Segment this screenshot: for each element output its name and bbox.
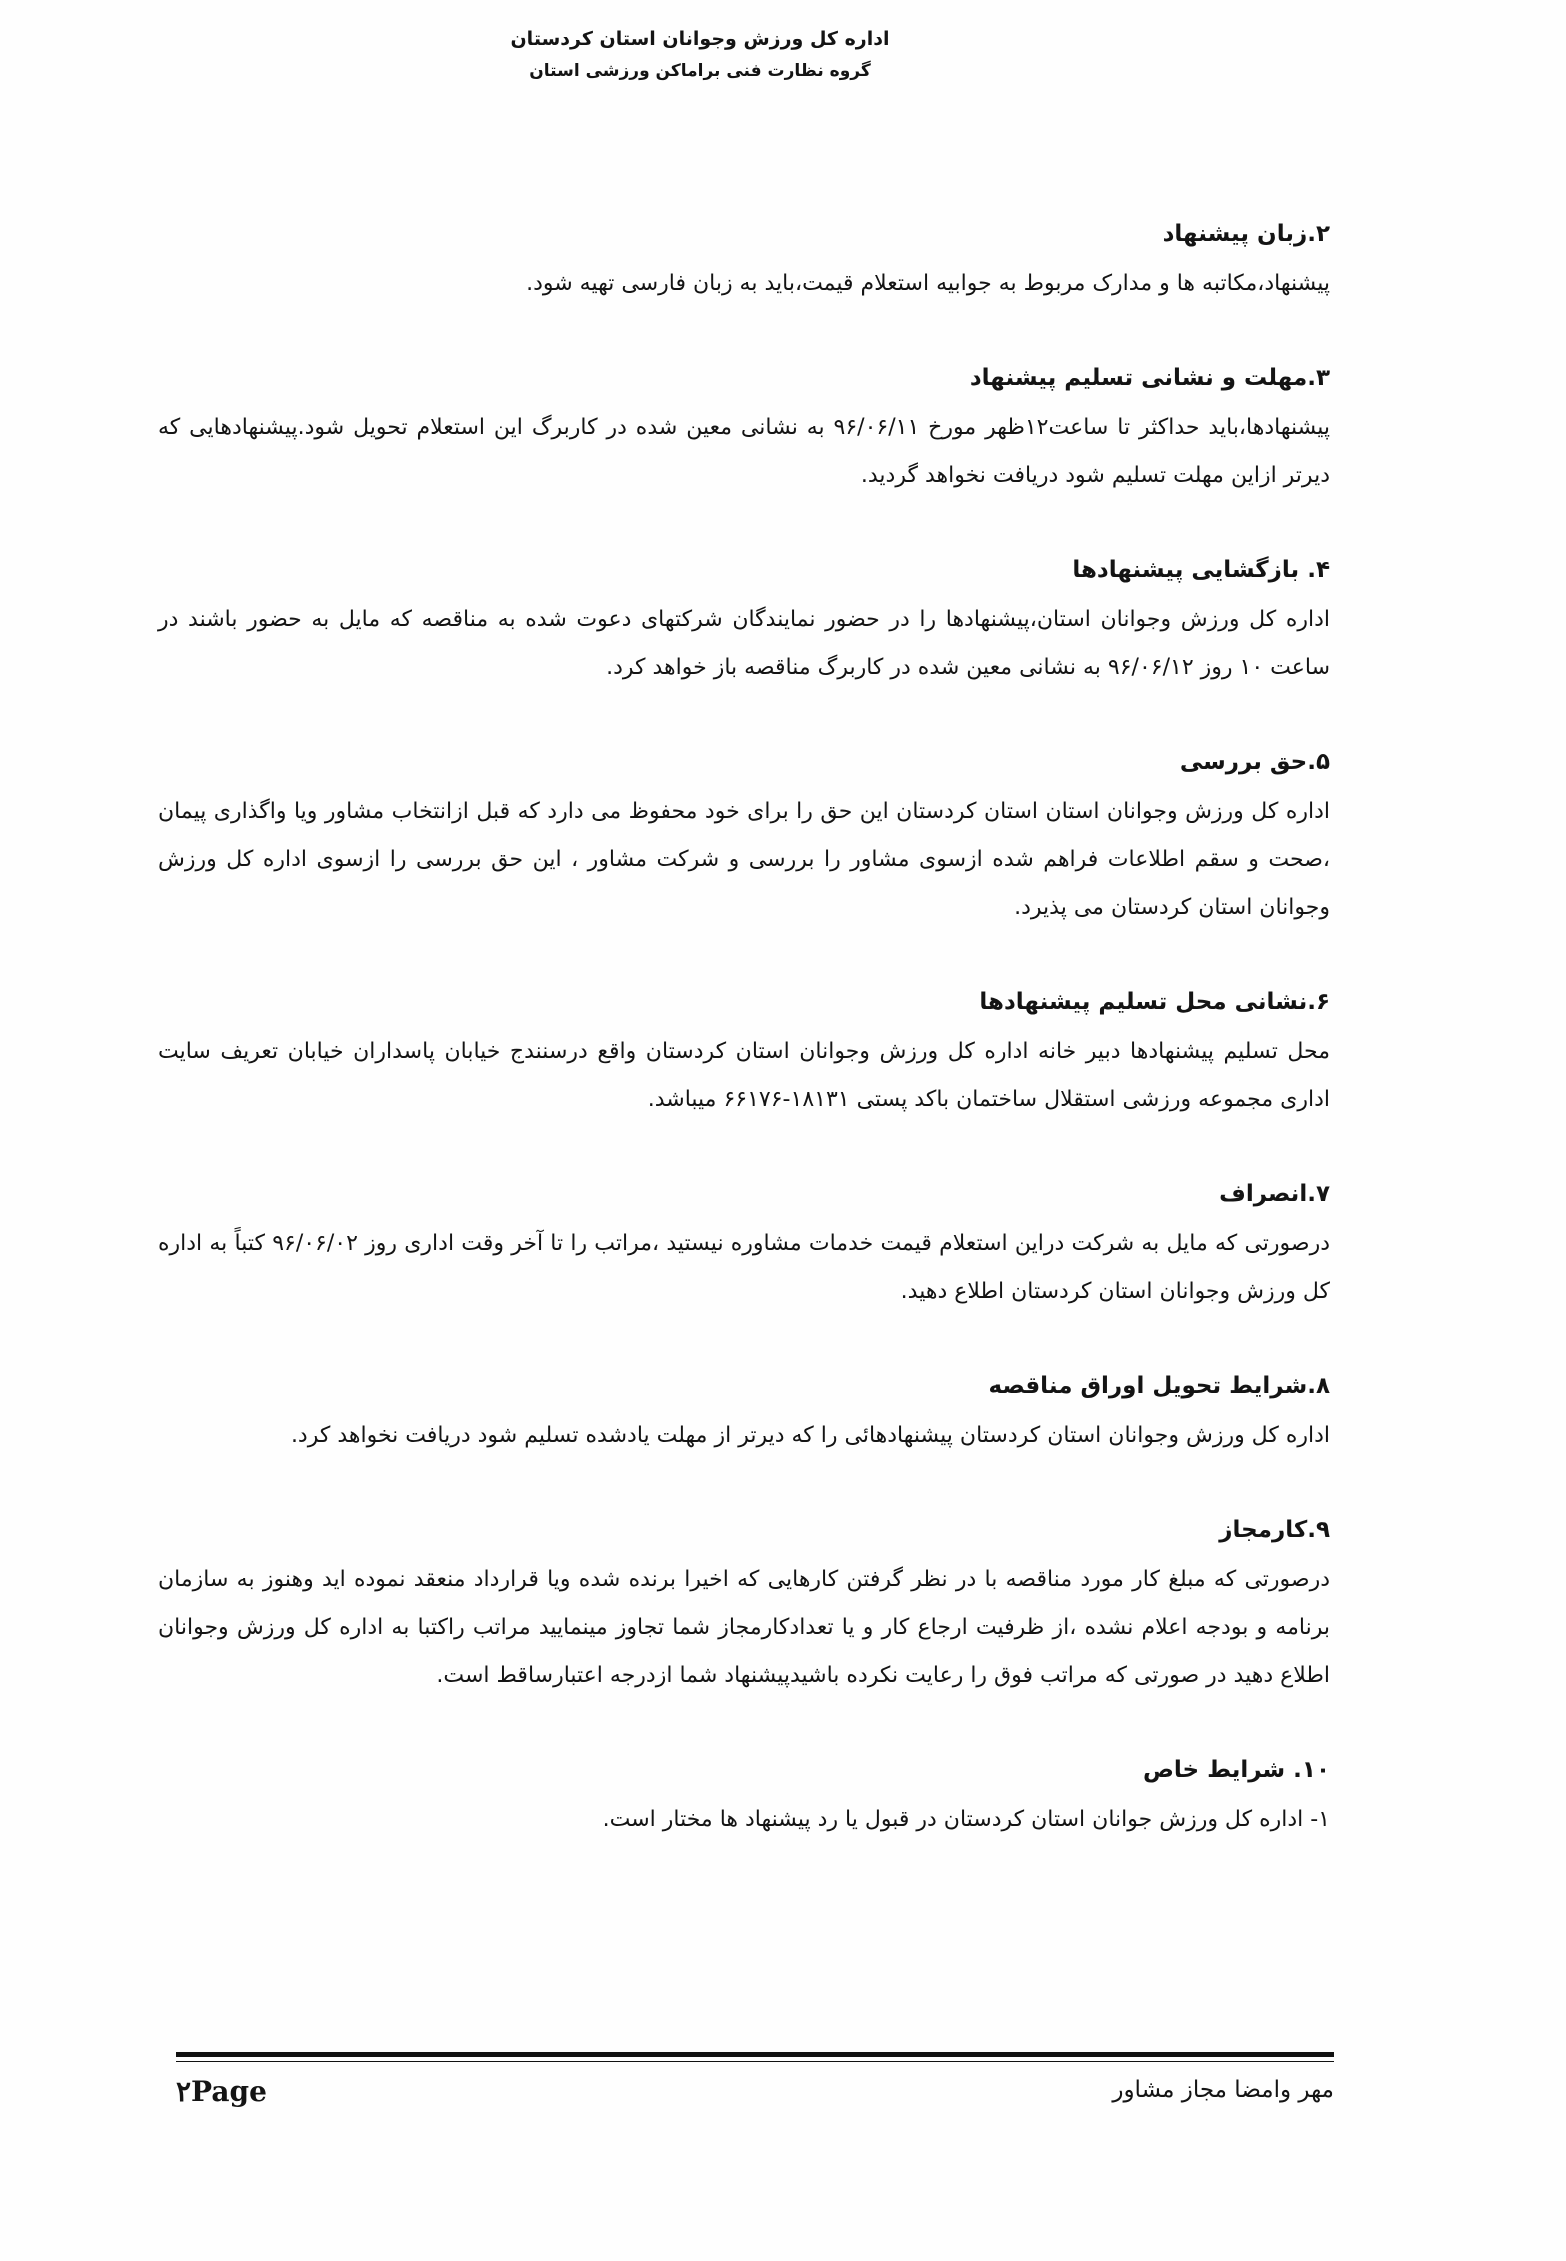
section-text: درصورتی که مبلغ کار مورد مناقصه با در نظر گرفتن کارهایی که اخیرا برنده شده ویا قرارداد منعقد نموده اید وهنوز به سازمان برنامه و بودجه اعلام نشده ،از ظرفیت ارجاع کار و یا تعدادکارمجاز شما تجاوز مینمایید مراتب راکتبا به اداره کل ورزش وجوانان اطلاع دهید در صورتی که مراتب فوق را رعایت نکرده باشیدپیشنهاد شما ازدرجه اعتبارساقط است. [158, 1567, 1330, 1688]
section-title: ۵.حق بررسی [1179, 749, 1330, 775]
signature-label: مهر وامضا مجاز مشاور [1112, 2077, 1334, 2103]
section-opening [158, 548, 1330, 692]
section-text: محل تسلیم پیشنهادها دبیر خانه اداره کل ورزش وجوانان استان کردستان واقع درسنندج خیابان پاسداران خیابان تعریف سایت اداری مجموعه ورزشی استقلال ساختمان باکد پستی ۱۸۱۳۱-۶۶۱۷۶ میباشد. [158, 1039, 1330, 1112]
letterhead-group: گروه نظارت فنی براماکن ورزشی استان [529, 61, 871, 81]
letterhead [460, 22, 940, 86]
section-text: اداره کل ورزش وجوانان استان،پیشنهادها را در حضور نمایندگان شرکتهای دعوت شده به مناقصه که مایل به حضور باشند در ساعت ۱۰ روز ۹۶/۰۶/۱۲ به نشانی معین شده در کاربرگ مناقصه باز خواهد کرد. [158, 607, 1330, 680]
footer-divider-thin [176, 2061, 1334, 2062]
section-title: ۴. بازگشایی پیشنهادها [1072, 557, 1330, 583]
section-text: اداره کل ورزش وجوانان استان استان کردستان این حق را برای خود محفوظ می دارد که قبل ازانتخاب مشاور ویا واگذاری پیمان ،صحت و سقم اطلاعات فراهم شده ازسوی مشاور را بررسی و شرکت مشاور ، این حق بررسی را ازسوی اداره کل ورزش وجوانان استان کردستان می پذیرد. [158, 799, 1330, 920]
section-title: ۳.مهلت و نشانی تسلیم پیشنهاد [969, 365, 1330, 391]
section-title: ۱۰. شرایط خاص [1142, 1757, 1330, 1783]
section-text: پیشنهادها،باید حداکثر تا ساعت۱۲ظهر مورخ ۹۶/۰۶/۱۱ به نشانی معین شده در کاربرگ این استعلام تحویل شود.پیشنهادهایی که دیرتر ازاین مهلت تسلیم شود دریافت نخواهد گردید. [158, 415, 1330, 488]
footer-divider [176, 2052, 1334, 2057]
section-review-right [158, 740, 1330, 932]
section-text: اداره کل ورزش وجوانان استان کردستان پیشنهادهائی را که دیرتر از مهلت یادشده تسلیم شود دریافت نخواهد کرد. [290, 1423, 1330, 1448]
letterhead-org: اداره کل ورزش وجوانان استان کردستان [510, 28, 890, 50]
section-submission-place [158, 980, 1330, 1124]
section-allowed-work [158, 1508, 1330, 1700]
section-withdrawal [158, 1172, 1330, 1316]
section-text: پیشنهاد،مکاتبه ها و مدارک مربوط به جوابیه استعلام قیمت،باید به زبان فارسی تهیه شود. [526, 271, 1330, 296]
section-title: ۹.کارمجاز [1219, 1517, 1330, 1543]
page-number: ۲Page [176, 2075, 267, 2108]
section-title: ۸.شرایط تحویل اوراق مناقصه [988, 1373, 1330, 1399]
section-text: ۱- اداره کل ورزش جوانان استان کردستان در قبول یا رد پیشنهاد ها مختار است. [602, 1807, 1330, 1832]
section-special-conditions [158, 1748, 1330, 1844]
section-title: ۲.زبان پیشنهاد [1162, 221, 1330, 247]
section-delivery-conditions [158, 1364, 1330, 1460]
section-text: درصورتی که مایل به شرکت دراین استعلام قیمت خدمات مشاوره نیستید ،مراتب را تا آخر وقت اداری روز ۹۶/۰۶/۰۲ کتباً به اداره کل ورزش وجوانان استان کردستان اطلاع دهید. [158, 1231, 1330, 1304]
document-body [158, 212, 1330, 1892]
section-deadline-address [158, 356, 1330, 500]
section-proposal-language [158, 212, 1330, 308]
section-title: ۷.انصراف [1219, 1181, 1330, 1207]
section-title: ۶.نشانی محل تسلیم پیشنهادها [979, 989, 1330, 1015]
